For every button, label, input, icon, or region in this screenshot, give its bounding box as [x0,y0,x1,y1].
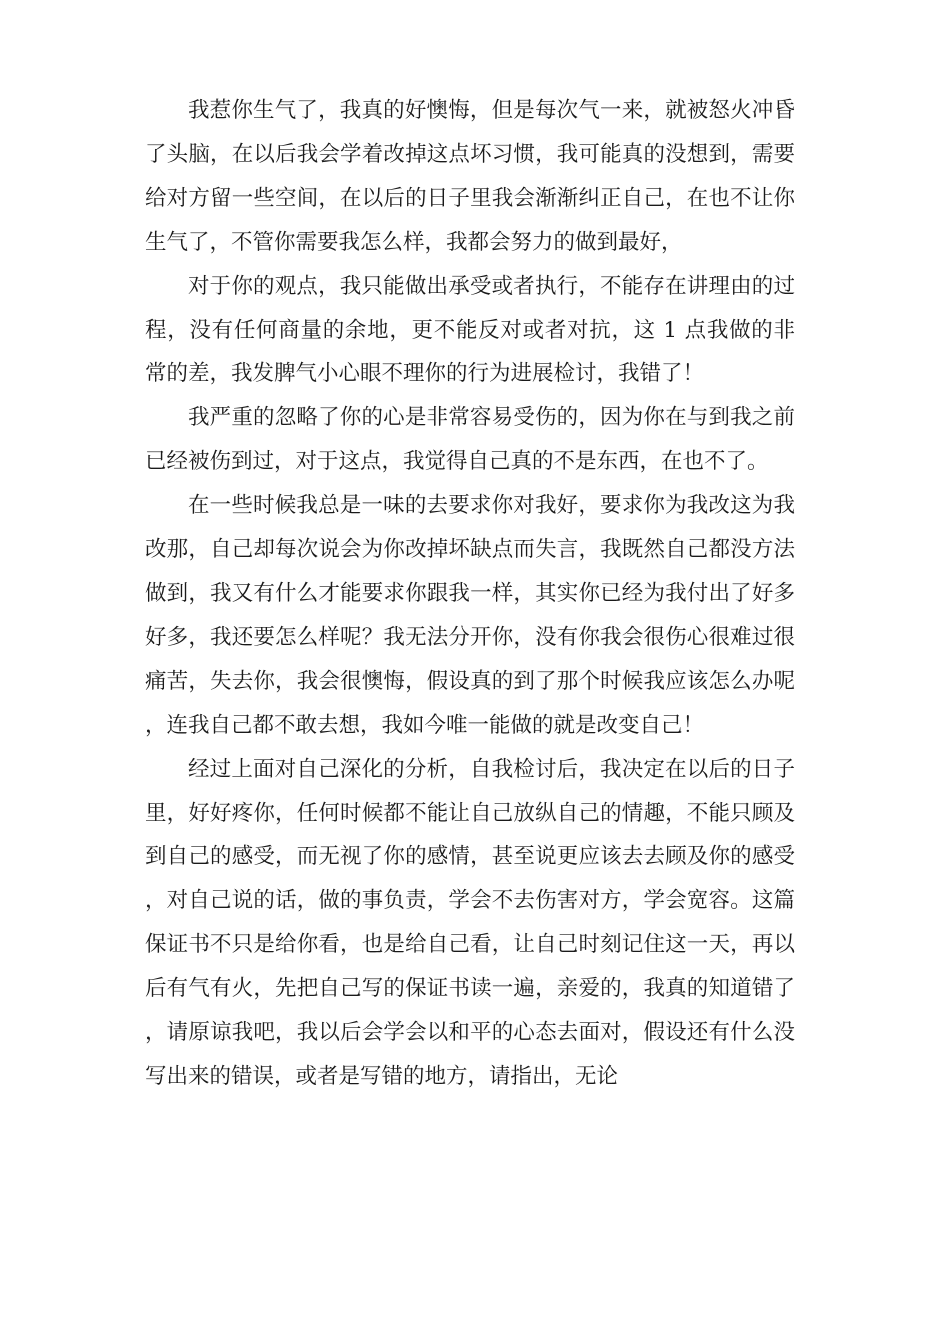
paragraph-3: 我严重的忽略了你的心是非常容易受伤的，因为你在与到我之前已经被伤到过，对于这点，我觉得自己真的不是东西，在也不了。 [145,405,795,475]
document-body [145,89,795,1099]
paragraph-2: 对于你的观点，我只能做出承受或者执行，不能存在讲理由的过程，没有任何商量的余地，更不能反对或者对抗，这 1 点我做的非常的差，我发脾气小心眼不理你的行为进展检讨，我错了！ [145,273,795,387]
paragraph-5: 经过上面对自己深化的分析，自我检讨后，我决定在以后的日子里，好好疼你，任何时候都不能让自己放纵自己的情趣，不能只顾及到自己的感受，而无视了你的感情，甚至说更应该去去顾及你的感受，对自己说的话，做的事负责，学会不去伤害对方，学会宽容。这篇保证书不只是给你看，也是给自己看，让自己时刻记住这一天，再以后有气有火，先把自己写的保证书读一遍，亲爱的，我真的知道错了，请原谅我吧，我以后会学会以和平的心态去面对，假设还有什么没写出来的错误，或者是写错的地方，请指出，无论 [145,756,795,1089]
paragraph-1: 我惹你生气了，我真的好懊悔，但是每次气一来，就被怒火冲昏了头脑，在以后我会学着改掉这点坏习惯，我可能真的没想到，需要给对方留一些空间，在以后的日子里我会渐渐纠正自己，在也不让你生气了，不管你需要我怎么样，我都会努力的做到最好， [145,98,795,255]
paragraph-4: 在一些时候我总是一味的去要求你对我好，要求你为我改这为我改那，自己却每次说会为你改掉坏缺点而失言，我既然自己都没方法做到，我又有什么才能要求你跟我一样，其实你已经为我付出了好多好多，我还要怎么样呢？我无法分开你，没有你我会很伤心很难过很痛苦，失去你，我会很懊悔，假设真的到了那个时候我应该怎么办呢，连我自己都不敢去想，我如今唯一能做的就是改变自己！ [145,493,795,738]
